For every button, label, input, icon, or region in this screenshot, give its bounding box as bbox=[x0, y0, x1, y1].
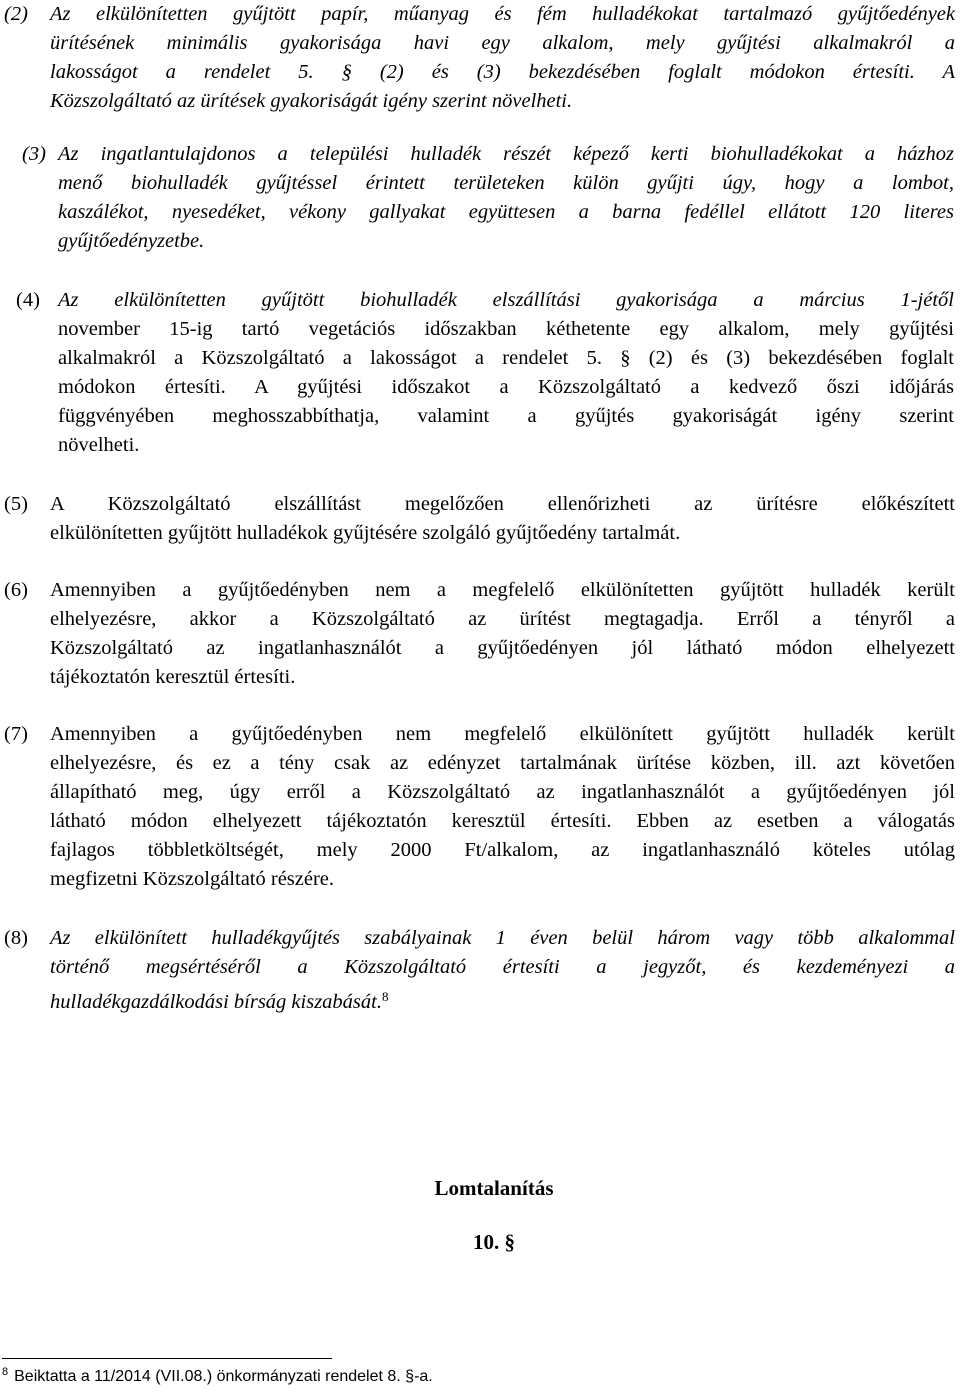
paragraph-line: lakosságot a rendelet 5. § (2) és (3) bekezdésében foglalt módokon értesíti. A bbox=[50, 61, 955, 83]
paragraph-line: függvényében meghosszabbíthatja, valamint a gyűjtés gyakoriságát igény szerint bbox=[58, 405, 954, 427]
paragraph-line: módokon értesíti. A gyűjtési időszakot a Közszolgáltató a kedvező őszi időjárás bbox=[58, 376, 954, 398]
paragraph-line: menő biohulladék gyűjtéssel érintett területeken külön gyűjti úgy, hogy a lombot, bbox=[58, 172, 954, 194]
paragraph-line: Az elkülönítetten gyűjtött biohulladék elszállítási gyakorisága a március 1-jétől bbox=[58, 289, 954, 311]
paragraph-number: (8) bbox=[4, 927, 28, 949]
paragraph-line: Amennyiben a gyűjtőedényben nem a megfelelő elkülönítetten gyűjtött hulladék került bbox=[50, 579, 955, 601]
paragraph-line: Az elkülönítetten gyűjtött papír, műanyag és fém hulladékokat tartalmazó gyűjtőedények bbox=[50, 3, 955, 25]
paragraph-line: elhelyezésre, akkor a Közszolgáltató az ürítést megtagadja. Erről a tényről a bbox=[50, 608, 955, 630]
paragraph-line: elkülönítetten gyűjtött hulladékok gyűjtésére szolgáló gyűjtőedény tartalmát. bbox=[50, 522, 681, 544]
paragraph-line: Amennyiben a gyűjtőedényben nem megfelelő elkülönített gyűjtött hulladék került bbox=[50, 723, 955, 745]
paragraph-line: Az elkülönített hulladékgyűjtés szabályainak 1 éven belül három vagy több alkalommal bbox=[50, 927, 955, 949]
paragraph-line: kaszálékot, nyesedéket, vékony gallyakat együttesen a barna fedéllel ellátott 120 literes bbox=[58, 201, 954, 223]
paragraph-line: gyűjtőedényzetbe. bbox=[58, 230, 205, 252]
paragraph-line: ürítésének minimális gyakorisága havi egy alkalom, mely gyűjtési alkalmakról a bbox=[50, 32, 955, 54]
paragraph-line: alkalmakról a Közszolgáltató a lakosságot a rendelet 5. § (2) és (3) bekezdésében foglalt bbox=[58, 347, 954, 369]
paragraph-line bbox=[50, 982, 955, 1011]
paragraph-line: Az ingatlantulajdonos a települési hulladék részét képező kerti biohulladékokat a házhoz bbox=[58, 143, 954, 165]
paragraph-line-text: hulladékgazdálkodási bírság kiszabását. bbox=[50, 991, 382, 1013]
paragraph-number: (7) bbox=[4, 723, 28, 745]
paragraph-line: Közszolgáltató az ürítések gyakoriságát igény szerint növelheti. bbox=[50, 90, 573, 112]
section-title: Lomtalanítás bbox=[434, 1176, 554, 1200]
paragraph-line: állapítható meg, úgy erről a Közszolgáltató az ingatlanhasználót a gyűjtőedényen jól bbox=[50, 781, 955, 803]
footnote-mark: 8 bbox=[2, 1366, 9, 1378]
footnote-text: Beiktatta a 11/2014 (VII.08.) önkormányzati rendelet 8. §-a. bbox=[14, 1368, 433, 1385]
paragraph-line: tájékoztatón keresztül értesíti. bbox=[50, 666, 296, 688]
paragraph-line: fajlagos többletköltségét, mely 2000 Ft/alkalom, az ingatlanhasználó köteles utólag bbox=[50, 839, 955, 861]
paragraph-line: megfizetni Közszolgáltató részére. bbox=[50, 868, 335, 890]
paragraph-number: (2) bbox=[4, 3, 28, 25]
section-number: 10. § bbox=[473, 1230, 515, 1254]
footnote bbox=[2, 1366, 433, 1386]
footnote-reference[interactable]: 8 bbox=[381, 989, 389, 1004]
paragraph-line: látható módon elhelyezett tájékoztatón keresztül értesíti. Ebben az esetben a válogatás bbox=[50, 810, 955, 832]
paragraph-number: (3) bbox=[22, 143, 46, 165]
paragraph-number: (6) bbox=[4, 579, 28, 601]
paragraph-line: Közszolgáltató az ingatlanhasználót a gyűjtőedényen jól látható módon elhelyezett bbox=[50, 637, 955, 659]
footnote-divider bbox=[2, 1358, 332, 1359]
paragraph-line: A Közszolgáltató elszállítást megelőzően ellenőrizheti az ürítésre előkészített bbox=[50, 493, 955, 515]
paragraph-number: (4) bbox=[16, 289, 40, 311]
paragraph-line: november 15-ig tartó vegetációs időszakban kéthetente egy alkalom, mely gyűjtési bbox=[58, 318, 954, 340]
paragraph-number: (5) bbox=[4, 493, 28, 515]
paragraph-line: elhelyezésre, és ez a tény csak az edényzet tartalmának ürítése közben, ill. azt követően bbox=[50, 752, 955, 774]
paragraph-line: történő megsértéséről a Közszolgáltató értesíti a jegyzőt, és kezdeményezi a bbox=[50, 956, 955, 978]
paragraph-line: növelheti. bbox=[58, 434, 140, 456]
